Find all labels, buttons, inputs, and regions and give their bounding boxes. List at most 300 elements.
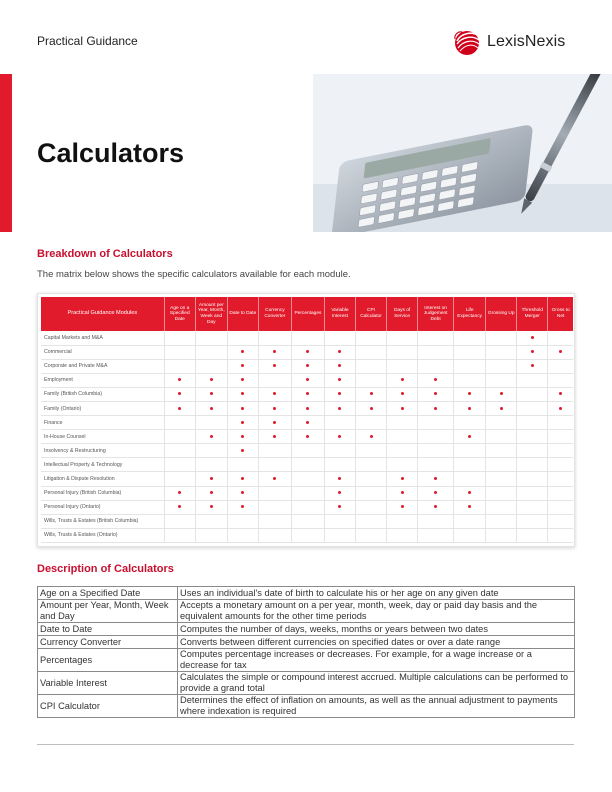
availability-dot-icon <box>434 505 437 508</box>
matrix-cell <box>195 416 227 430</box>
matrix-cell <box>387 430 418 444</box>
matrix-cell <box>454 444 486 458</box>
matrix-column-header: Days of Service <box>387 297 418 331</box>
availability-dot-icon <box>468 505 471 508</box>
matrix-cell <box>387 528 418 542</box>
availability-dot-icon <box>370 407 373 410</box>
availability-dot-icon <box>338 364 341 367</box>
matrix-cell <box>418 514 454 528</box>
matrix-cell <box>418 331 454 345</box>
matrix-cell <box>486 514 517 528</box>
availability-dot-icon <box>241 378 244 381</box>
availability-dot-icon <box>559 392 562 395</box>
availability-dot-icon <box>434 407 437 410</box>
matrix-cell <box>195 500 227 514</box>
matrix-cell <box>356 401 387 415</box>
calculator-description: Converts between different currencies on specified dates or over a date range <box>178 636 575 649</box>
matrix-module-name: Intellectual Property & Technology <box>41 458 164 472</box>
matrix-column-header: CPI Calculator <box>356 297 387 331</box>
matrix-cell <box>387 401 418 415</box>
matrix-cell <box>418 458 454 472</box>
availability-dot-icon <box>178 407 181 410</box>
availability-dot-icon <box>468 491 471 494</box>
calculator-matrix-table <box>41 297 573 543</box>
matrix-cell <box>454 528 486 542</box>
matrix-cell <box>195 444 227 458</box>
calculator-description: Accepts a monetary amount on a per year, month, week, day or paid day basis and the equivalent amounts for the other time periods <box>178 600 575 623</box>
availability-dot-icon <box>210 392 213 395</box>
matrix-cell <box>195 472 227 486</box>
availability-dot-icon <box>500 407 503 410</box>
matrix-cell <box>195 373 227 387</box>
matrix-cell <box>486 500 517 514</box>
matrix-cell <box>486 444 517 458</box>
matrix-column-header: Gross to Net <box>548 297 573 331</box>
matrix-cell <box>548 331 573 345</box>
matrix-cell <box>548 373 573 387</box>
matrix-cell <box>356 514 387 528</box>
availability-dot-icon <box>531 336 534 339</box>
matrix-cell <box>387 514 418 528</box>
availability-dot-icon <box>210 435 213 438</box>
matrix-row <box>41 387 573 401</box>
matrix-cell <box>454 373 486 387</box>
calculator-matrix <box>37 293 575 547</box>
calculator-name: Amount per Year, Month, Week and Day <box>38 600 178 623</box>
matrix-cell <box>324 359 355 373</box>
availability-dot-icon <box>468 392 471 395</box>
matrix-cell <box>486 373 517 387</box>
availability-dot-icon <box>178 378 181 381</box>
availability-dot-icon <box>338 435 341 438</box>
availability-dot-icon <box>306 435 309 438</box>
matrix-module-name: Insolvency & Restructuring <box>41 444 164 458</box>
matrix-cell <box>517 444 548 458</box>
matrix-cell <box>324 500 355 514</box>
matrix-column-header: Life Expectancy <box>454 297 486 331</box>
availability-dot-icon <box>468 435 471 438</box>
matrix-column-header: Grossing Up <box>486 297 517 331</box>
availability-dot-icon <box>401 491 404 494</box>
matrix-cell <box>517 359 548 373</box>
availability-dot-icon <box>178 491 181 494</box>
availability-dot-icon <box>531 350 534 353</box>
matrix-cell <box>195 430 227 444</box>
matrix-cell <box>195 458 227 472</box>
description-section-title: Description of Calculators <box>37 563 174 575</box>
matrix-cell <box>356 430 387 444</box>
matrix-cell <box>324 401 355 415</box>
matrix-module-name: Employment <box>41 373 164 387</box>
availability-dot-icon <box>500 392 503 395</box>
matrix-cell <box>454 514 486 528</box>
matrix-cell <box>227 500 258 514</box>
matrix-cell <box>356 359 387 373</box>
matrix-cell <box>258 472 291 486</box>
matrix-cell <box>548 528 573 542</box>
matrix-module-name: Capital Markets and M&A <box>41 331 164 345</box>
availability-dot-icon <box>273 364 276 367</box>
matrix-cell <box>164 416 195 430</box>
matrix-cell <box>387 416 418 430</box>
description-row <box>38 587 575 600</box>
matrix-row <box>41 514 573 528</box>
matrix-cell <box>164 444 195 458</box>
matrix-cell <box>164 359 195 373</box>
calculator-description: Calculates the simple or compound interest accrued. Multiple calculations can be performed to provide a grand total <box>178 672 575 695</box>
matrix-cell <box>164 458 195 472</box>
availability-dot-icon <box>210 505 213 508</box>
matrix-cell <box>454 345 486 359</box>
matrix-cell <box>227 514 258 528</box>
matrix-cell <box>291 528 324 542</box>
matrix-cell <box>418 486 454 500</box>
matrix-cell <box>548 430 573 444</box>
matrix-cell <box>227 345 258 359</box>
matrix-cell <box>486 401 517 415</box>
matrix-cell <box>517 401 548 415</box>
matrix-cell <box>258 331 291 345</box>
matrix-cell <box>258 500 291 514</box>
matrix-cell <box>291 359 324 373</box>
matrix-cell <box>324 387 355 401</box>
matrix-module-header: Practical Guidance Modules <box>41 297 164 331</box>
availability-dot-icon <box>210 491 213 494</box>
matrix-cell <box>291 458 324 472</box>
matrix-cell <box>195 486 227 500</box>
logo-wordmark: LexisNexis <box>487 33 566 50</box>
matrix-cell <box>454 331 486 345</box>
matrix-cell <box>324 345 355 359</box>
matrix-cell <box>195 528 227 542</box>
availability-dot-icon <box>241 407 244 410</box>
availability-dot-icon <box>273 435 276 438</box>
matrix-row <box>41 458 573 472</box>
matrix-row <box>41 472 573 486</box>
matrix-cell <box>454 359 486 373</box>
matrix-cell <box>195 514 227 528</box>
calculator-description: Computes percentage increases or decreases. For example, for a wage increase or a decrease for tax <box>178 649 575 672</box>
matrix-column-header: Amount per Year, Month, Week and Day <box>195 297 227 331</box>
matrix-cell <box>164 387 195 401</box>
availability-dot-icon <box>401 505 404 508</box>
matrix-cell <box>418 387 454 401</box>
availability-dot-icon <box>401 477 404 480</box>
matrix-cell <box>486 387 517 401</box>
matrix-cell <box>324 486 355 500</box>
matrix-cell <box>195 387 227 401</box>
matrix-cell <box>291 472 324 486</box>
matrix-cell <box>291 416 324 430</box>
availability-dot-icon <box>273 392 276 395</box>
matrix-cell <box>454 416 486 430</box>
calculator-description: Determines the effect of inflation on amounts, as well as the annual adjustment to payments where indexation is required <box>178 695 575 718</box>
availability-dot-icon <box>306 364 309 367</box>
matrix-cell <box>517 387 548 401</box>
matrix-cell <box>195 331 227 345</box>
matrix-cell <box>548 458 573 472</box>
matrix-cell <box>291 387 324 401</box>
matrix-cell <box>517 486 548 500</box>
matrix-cell <box>356 458 387 472</box>
matrix-cell <box>548 359 573 373</box>
matrix-column-header: Threshold Merger <box>517 297 548 331</box>
matrix-cell <box>418 472 454 486</box>
availability-dot-icon <box>306 378 309 381</box>
availability-dot-icon <box>401 378 404 381</box>
matrix-module-name: Wills, Trusts & Estates (British Columbia) <box>41 514 164 528</box>
lexisnexis-logo <box>452 27 565 57</box>
matrix-cell <box>486 486 517 500</box>
matrix-cell <box>454 500 486 514</box>
matrix-cell <box>164 401 195 415</box>
availability-dot-icon <box>241 421 244 424</box>
matrix-cell <box>324 444 355 458</box>
availability-dot-icon <box>338 378 341 381</box>
footer-divider <box>37 744 574 745</box>
matrix-cell <box>291 514 324 528</box>
matrix-cell <box>324 373 355 387</box>
matrix-cell <box>548 416 573 430</box>
matrix-column-header: Interest on Judgement Debt <box>418 297 454 331</box>
description-row <box>38 623 575 636</box>
availability-dot-icon <box>241 449 244 452</box>
matrix-cell <box>548 387 573 401</box>
matrix-module-name: In-House Counsel <box>41 430 164 444</box>
availability-dot-icon <box>338 407 341 410</box>
description-row <box>38 695 575 718</box>
availability-dot-icon <box>178 392 181 395</box>
hero-accent-bar <box>0 74 12 232</box>
availability-dot-icon <box>306 350 309 353</box>
matrix-cell <box>258 416 291 430</box>
calculator-name: Percentages <box>38 649 178 672</box>
matrix-header-row <box>41 297 573 331</box>
matrix-cell <box>387 472 418 486</box>
matrix-row <box>41 401 573 415</box>
matrix-cell <box>258 387 291 401</box>
matrix-row <box>41 331 573 345</box>
matrix-cell <box>258 345 291 359</box>
calculator-name: CPI Calculator <box>38 695 178 718</box>
matrix-cell <box>291 486 324 500</box>
matrix-cell <box>486 528 517 542</box>
matrix-cell <box>227 359 258 373</box>
description-row <box>38 600 575 623</box>
availability-dot-icon <box>338 350 341 353</box>
availability-dot-icon <box>306 392 309 395</box>
description-row <box>38 636 575 649</box>
matrix-cell <box>548 401 573 415</box>
matrix-cell <box>258 528 291 542</box>
matrix-cell <box>227 472 258 486</box>
matrix-cell <box>291 345 324 359</box>
matrix-column-header: Age on a Specified Date <box>164 297 195 331</box>
availability-dot-icon <box>241 505 244 508</box>
description-row <box>38 672 575 695</box>
matrix-cell <box>227 387 258 401</box>
matrix-column-header: Currency Converter <box>258 297 291 331</box>
matrix-cell <box>356 444 387 458</box>
matrix-row <box>41 486 573 500</box>
matrix-cell <box>195 401 227 415</box>
availability-dot-icon <box>306 407 309 410</box>
matrix-cell <box>517 331 548 345</box>
header-label: Practical Guidance <box>37 34 138 48</box>
matrix-cell <box>548 486 573 500</box>
matrix-cell <box>418 528 454 542</box>
matrix-cell <box>356 331 387 345</box>
availability-dot-icon <box>531 364 534 367</box>
matrix-cell <box>548 345 573 359</box>
breakdown-intro: The matrix below shows the specific calculators available for each module. <box>37 269 351 280</box>
matrix-module-name: Family (Ontario) <box>41 401 164 415</box>
matrix-cell <box>227 528 258 542</box>
matrix-cell <box>548 472 573 486</box>
breakdown-section-title: Breakdown of Calculators <box>37 248 173 260</box>
availability-dot-icon <box>210 378 213 381</box>
availability-dot-icon <box>468 407 471 410</box>
availability-dot-icon <box>241 392 244 395</box>
matrix-cell <box>324 458 355 472</box>
description-table <box>37 586 575 718</box>
matrix-cell <box>258 373 291 387</box>
matrix-cell <box>258 359 291 373</box>
matrix-row <box>41 528 573 542</box>
matrix-cell <box>517 416 548 430</box>
matrix-cell <box>548 500 573 514</box>
matrix-cell <box>227 444 258 458</box>
calculator-name: Date to Date <box>38 623 178 636</box>
matrix-cell <box>356 500 387 514</box>
matrix-cell <box>486 458 517 472</box>
matrix-column-header: Variable Interest <box>324 297 355 331</box>
calculator-description: Computes the number of days, weeks, months or years between two dates <box>178 623 575 636</box>
matrix-module-name: Litigation & Dispute Resolution <box>41 472 164 486</box>
matrix-cell <box>258 514 291 528</box>
availability-dot-icon <box>434 378 437 381</box>
matrix-cell <box>486 430 517 444</box>
matrix-cell <box>418 373 454 387</box>
matrix-cell <box>324 472 355 486</box>
matrix-cell <box>164 345 195 359</box>
matrix-column-header: Percentages <box>291 297 324 331</box>
matrix-cell <box>356 387 387 401</box>
matrix-cell <box>227 458 258 472</box>
matrix-cell <box>291 430 324 444</box>
matrix-row <box>41 416 573 430</box>
matrix-cell <box>324 331 355 345</box>
matrix-cell <box>454 401 486 415</box>
matrix-cell <box>486 472 517 486</box>
matrix-cell <box>418 430 454 444</box>
matrix-cell <box>387 387 418 401</box>
matrix-row <box>41 430 573 444</box>
availability-dot-icon <box>434 477 437 480</box>
matrix-module-name: Personal Injury (Ontario) <box>41 500 164 514</box>
availability-dot-icon <box>210 407 213 410</box>
matrix-module-name: Wills, Trusts & Estates (Ontario) <box>41 528 164 542</box>
matrix-cell <box>486 331 517 345</box>
availability-dot-icon <box>401 407 404 410</box>
matrix-column-header: Date to Date <box>227 297 258 331</box>
matrix-cell <box>517 373 548 387</box>
matrix-cell <box>258 486 291 500</box>
matrix-row <box>41 359 573 373</box>
availability-dot-icon <box>241 350 244 353</box>
lexisnexis-logo-icon <box>452 27 482 57</box>
matrix-module-name: Finance <box>41 416 164 430</box>
matrix-cell <box>418 416 454 430</box>
availability-dot-icon <box>241 491 244 494</box>
matrix-cell <box>356 472 387 486</box>
matrix-module-name: Personal Injury (British Columbia) <box>41 486 164 500</box>
matrix-cell <box>517 528 548 542</box>
matrix-cell <box>291 401 324 415</box>
availability-dot-icon <box>559 350 562 353</box>
matrix-cell <box>548 514 573 528</box>
matrix-cell <box>387 444 418 458</box>
matrix-cell <box>418 359 454 373</box>
availability-dot-icon <box>241 364 244 367</box>
matrix-cell <box>324 430 355 444</box>
matrix-cell <box>258 458 291 472</box>
matrix-cell <box>291 444 324 458</box>
matrix-cell <box>291 500 324 514</box>
availability-dot-icon <box>370 435 373 438</box>
matrix-cell <box>486 345 517 359</box>
matrix-cell <box>387 486 418 500</box>
matrix-cell <box>164 500 195 514</box>
matrix-cell <box>454 430 486 444</box>
availability-dot-icon <box>401 392 404 395</box>
calculator-name: Variable Interest <box>38 672 178 695</box>
matrix-cell <box>227 373 258 387</box>
matrix-cell <box>258 430 291 444</box>
availability-dot-icon <box>338 477 341 480</box>
matrix-cell <box>164 430 195 444</box>
matrix-cell <box>356 345 387 359</box>
matrix-cell <box>195 345 227 359</box>
matrix-module-name: Commercial <box>41 345 164 359</box>
availability-dot-icon <box>241 477 244 480</box>
matrix-cell <box>258 444 291 458</box>
matrix-cell <box>164 373 195 387</box>
matrix-cell <box>454 458 486 472</box>
matrix-cell <box>291 373 324 387</box>
matrix-cell <box>418 401 454 415</box>
matrix-cell <box>227 401 258 415</box>
matrix-cell <box>418 500 454 514</box>
matrix-cell <box>517 430 548 444</box>
matrix-cell <box>227 486 258 500</box>
matrix-cell <box>387 359 418 373</box>
availability-dot-icon <box>434 491 437 494</box>
matrix-cell <box>164 514 195 528</box>
availability-dot-icon <box>370 392 373 395</box>
matrix-cell <box>356 416 387 430</box>
calculator-pen-photo <box>313 74 612 232</box>
matrix-cell <box>418 345 454 359</box>
matrix-cell <box>486 416 517 430</box>
availability-dot-icon <box>241 435 244 438</box>
matrix-cell <box>164 472 195 486</box>
matrix-cell <box>387 458 418 472</box>
matrix-cell <box>291 331 324 345</box>
description-row <box>38 649 575 672</box>
matrix-cell <box>324 514 355 528</box>
matrix-cell <box>454 486 486 500</box>
